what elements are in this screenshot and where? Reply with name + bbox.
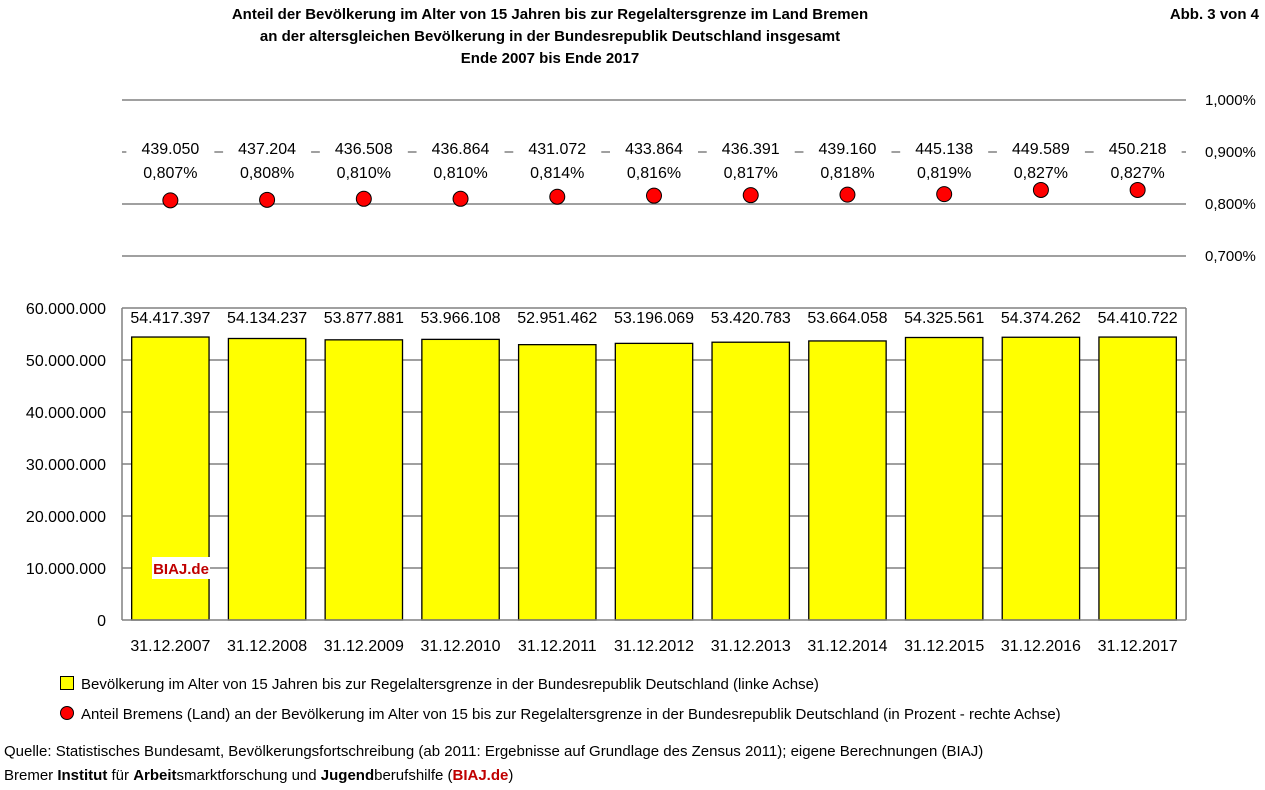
- source-note: [4, 740, 983, 788]
- src-part-1: Institut: [57, 767, 108, 784]
- bar: [905, 338, 982, 620]
- bar: [1002, 337, 1079, 620]
- data-point: [356, 191, 371, 206]
- bar: [325, 340, 402, 620]
- x-tick-label: 31.12.2015: [904, 638, 985, 655]
- percent-label: 0,814%: [530, 165, 585, 182]
- src-part-4: smarktforschung und: [176, 767, 321, 784]
- bar: [809, 341, 886, 620]
- percent-label: 0,827%: [1013, 165, 1069, 182]
- data-point: [647, 188, 662, 203]
- x-tick-label: 31.12.2008: [227, 638, 308, 655]
- count-label: 431.072: [528, 141, 587, 158]
- left-axis-tick-label: 10.000.000: [25, 561, 106, 578]
- count-label: 433.864: [625, 141, 683, 158]
- x-tick-label: 31.12.2012: [613, 638, 695, 655]
- percent-label: 0,817%: [723, 165, 778, 182]
- source-line-2: [4, 764, 983, 788]
- src-part-5: Jugend: [320, 767, 375, 784]
- right-axis-tick-label: 0,700%: [1205, 248, 1256, 265]
- percent-label: 0,827%: [1110, 165, 1165, 182]
- data-point: [453, 191, 468, 206]
- percent-label: 0,810%: [433, 165, 488, 182]
- src-part-3: Arbeit: [133, 767, 177, 784]
- bar: [519, 345, 596, 620]
- watermark-logo: BIAJ.de: [153, 561, 209, 578]
- data-point: [163, 193, 178, 208]
- bar-value-label: 53.420.783: [710, 310, 791, 327]
- src-part-2: für: [107, 767, 134, 784]
- x-tick-label: 31.12.2014: [807, 638, 888, 655]
- x-tick-label: 31.12.2011: [517, 638, 597, 655]
- count-label: 439.160: [818, 141, 877, 158]
- data-point: [840, 187, 855, 202]
- bar-value-label: 53.664.058: [807, 310, 888, 327]
- data-point: [743, 188, 758, 203]
- title-line-2: an der altersgleichen Bevölkerung in der Bundesrepublik Deutschland insgesamt: [259, 28, 841, 45]
- percent-label: 0,819%: [917, 165, 972, 182]
- bar: [422, 339, 499, 620]
- percent-label: 0,816%: [626, 165, 682, 182]
- src-part-6: berufshilfe (: [374, 767, 453, 784]
- left-axis-tick-label: 50.000.000: [25, 353, 106, 370]
- percent-label: 0,807%: [143, 165, 198, 182]
- src-part-8: ): [508, 767, 514, 784]
- x-tick-label: 31.12.2016: [1000, 638, 1081, 655]
- percent-label: 0,810%: [336, 165, 391, 182]
- src-part-0: Bremer: [4, 767, 58, 784]
- count-label: 436.391: [721, 141, 780, 158]
- bar-value-label: 54.410.722: [1097, 310, 1178, 327]
- percent-label: 0,808%: [239, 165, 295, 182]
- count-label: 436.508: [334, 141, 393, 158]
- data-point: [1033, 182, 1048, 197]
- bar-value-label: 52.951.462: [517, 310, 598, 327]
- bar-value-label: 53.196.069: [613, 310, 695, 327]
- legend-bar-label: Bevölkerung im Alter von 15 Jahren bis zur Regelaltersgrenze in der Bundesrepublik Deutschland (linke Achse): [81, 676, 819, 693]
- legend-point-label: Anteil Bremens (Land) an der Bevölkerung im Alter von 15 bis zur Regelaltersgrenze in der Bundesrepublik Deutschland (in Prozent - rechte Achse): [81, 706, 1061, 723]
- title-line-3: Ende 2007 bis Ende 2017: [460, 50, 640, 67]
- data-point: [260, 192, 275, 207]
- right-axis-tick-label: 0,900%: [1205, 144, 1256, 161]
- legend-dot-swatch: [60, 706, 74, 720]
- bar-value-label: 54.417.397: [130, 310, 211, 327]
- bar: [1099, 337, 1176, 620]
- bar-value-label: 53.877.881: [323, 310, 404, 327]
- percent-label: 0,818%: [820, 165, 875, 182]
- data-point: [937, 187, 952, 202]
- legend-bar-swatch: [60, 676, 74, 690]
- right-axis-tick-label: 0,800%: [1205, 196, 1256, 213]
- data-point: [1130, 182, 1145, 197]
- x-tick-label: 31.12.2009: [323, 638, 404, 655]
- left-axis-tick-label: 60.000.000: [25, 301, 106, 318]
- x-tick-label: 31.12.2010: [420, 638, 501, 655]
- bar-value-label: 53.966.108: [420, 310, 501, 327]
- bar: [615, 343, 692, 620]
- count-label: 437.204: [238, 141, 297, 158]
- x-tick-label: 31.12.2007: [130, 638, 211, 655]
- legend-item-points: [60, 706, 1061, 723]
- count-label: 445.138: [915, 141, 974, 158]
- figure-number: Abb. 3 von 4: [1169, 6, 1259, 23]
- left-axis-tick-label: 20.000.000: [25, 509, 106, 526]
- x-tick-label: 31.12.2017: [1097, 638, 1178, 655]
- src-part-7: BIAJ.de: [452, 767, 509, 784]
- left-axis-tick-label: 0: [97, 613, 106, 630]
- count-label: 439.050: [141, 141, 200, 158]
- source-line-1: Quelle: Statistisches Bundesamt, Bevölkerungsfortschreibung (ab 2011: Ergebnisse auf Grundlage des Zensus 2011); eigene Berechnungen (BIAJ): [4, 743, 984, 760]
- count-label: 436.864: [431, 141, 490, 158]
- bar-value-label: 54.325.561: [904, 310, 985, 327]
- bar: [228, 339, 305, 620]
- bar-value-label: 54.374.262: [1000, 310, 1081, 327]
- data-point: [550, 189, 565, 204]
- x-tick-label: 31.12.2013: [710, 638, 791, 655]
- bar: [712, 342, 789, 620]
- title-line-1: Anteil der Bevölkerung im Alter von 15 Jahren bis zur Regelaltersgrenze im Land Bremen: [231, 6, 869, 23]
- count-label: 450.218: [1108, 141, 1167, 158]
- right-axis-tick-label: 1,000%: [1205, 92, 1256, 109]
- count-label: 449.589: [1011, 141, 1070, 158]
- left-axis-tick-label: 30.000.000: [25, 457, 106, 474]
- left-axis-tick-label: 40.000.000: [25, 405, 106, 422]
- legend-item-bars: [60, 676, 819, 693]
- bar-value-label: 54.134.237: [227, 310, 308, 327]
